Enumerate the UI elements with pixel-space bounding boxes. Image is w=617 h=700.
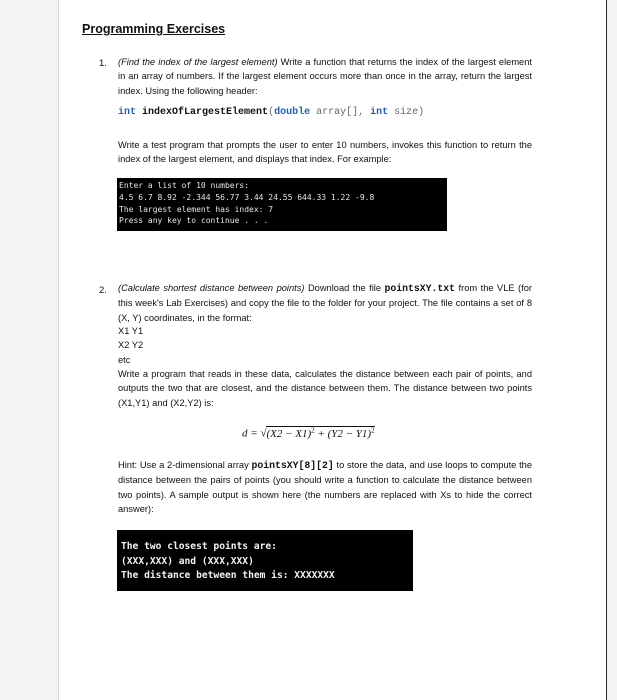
exercise-1-description: Write a test program that prompts the user to enter 10 numbers, invokes this function to return the index of the largest element, and displays that index. For example: bbox=[118, 140, 532, 165]
header-return-type: int bbox=[118, 107, 137, 118]
header-param-size: size) bbox=[388, 107, 425, 118]
exercise-1-title: (Find the index of the largest element) bbox=[118, 57, 278, 67]
exercise-2-description: Write a program that reads in these data, calculates the distance between each pair of points, and outputs the two that are closest, and the distance between them. The distance between two points (X1,Y1) and (X2,Y2) is: bbox=[118, 369, 532, 408]
console-line: Press any key to continue . . . bbox=[119, 216, 269, 226]
header-paren: ( bbox=[268, 107, 275, 118]
hint-text-b: to store the data, and use loops to compute the distance between the pairs of points (you should write a function to calculate the distance between two points). A sample output is shown here (the numbers are replaced with Xs to hide the correct answer): bbox=[118, 460, 532, 514]
exercise-2-text-a: Download the file bbox=[304, 283, 385, 293]
exercise-2-text-b: from the VLE (for this week's Lab Exercises) and copy the file to the folder for your project. The file contains a set of 8 (X, Y) coordinates, in the format: bbox=[118, 283, 532, 323]
exercise-1-number: 1. bbox=[99, 58, 107, 69]
formula-radicand bbox=[266, 426, 374, 440]
formula-term-x: (X2 − X1) bbox=[266, 427, 312, 440]
file-name: pointsXY.txt bbox=[384, 283, 456, 294]
formula-exponent-2: 2 bbox=[371, 426, 375, 434]
exercise-2-intro bbox=[118, 281, 532, 325]
header-param-array: array[], bbox=[310, 107, 371, 118]
format-line: X2 Y2 bbox=[118, 340, 144, 351]
header-param-type-2: int bbox=[370, 107, 389, 118]
header-param-type: double bbox=[274, 107, 311, 118]
console-output-2 bbox=[117, 530, 413, 591]
console-line: Enter a list of 10 numbers: bbox=[119, 181, 250, 190]
exercise-2-number: 2. bbox=[99, 285, 107, 296]
formula-exponent: 2 bbox=[311, 426, 315, 434]
exercise-1-text: Write a function that returns the index of the largest element in an array of numbers. If the largest element occurs more than once in the array, return the largest index. Using the following header: bbox=[118, 57, 532, 96]
distance-formula bbox=[242, 426, 375, 440]
page-title: Programming Exercises bbox=[82, 22, 226, 36]
console-output-1 bbox=[117, 178, 447, 231]
console-line: (XXX,XXX) and (XXX,XXX) bbox=[121, 555, 254, 567]
sqrt-symbol: √ bbox=[260, 427, 267, 440]
formula-lhs: d = bbox=[242, 427, 261, 440]
formula-term-y: + (Y2 − Y1) bbox=[314, 427, 372, 440]
hint-text-a: Hint: Use a 2-dimensional array bbox=[118, 460, 252, 470]
function-header bbox=[118, 107, 424, 118]
exercise-1-intro bbox=[118, 55, 532, 98]
format-line: X1 Y1 bbox=[118, 326, 144, 336]
hint-paragraph bbox=[118, 458, 532, 516]
hint-array-code: pointsXY[8][2] bbox=[251, 460, 334, 471]
console-line: 4.5 6.7 8.92 -2.344 56.77 3.44 24.55 644.33 1.22 -9.8 bbox=[119, 192, 375, 202]
coordinate-format bbox=[118, 324, 532, 367]
console-line: The distance between them is: XXXXXXX bbox=[121, 570, 335, 581]
format-line: etc bbox=[118, 354, 131, 365]
document-page bbox=[58, 0, 607, 700]
header-function-name: indexOfLargestElement bbox=[142, 107, 269, 118]
console-line: The largest element has index: 7 bbox=[119, 204, 274, 214]
console-line: The two closest points are: bbox=[121, 541, 277, 552]
exercise-2-title: (Calculate shortest distance between points) bbox=[118, 283, 305, 293]
